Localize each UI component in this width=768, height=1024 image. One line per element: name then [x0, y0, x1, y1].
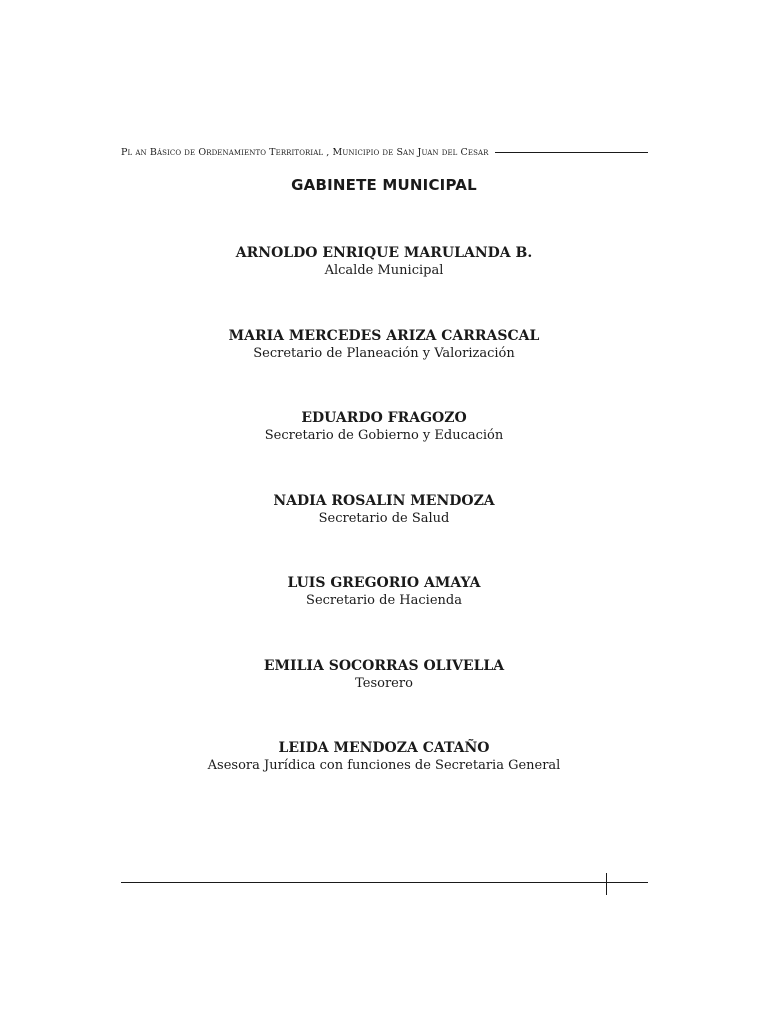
member-name: MARIA MERCEDES ARIZA CARRASCAL: [228, 328, 540, 344]
member-role: Tesorero: [355, 676, 413, 691]
member-role: Secretario de Planeación y Valorización: [253, 346, 515, 361]
member-name: EMILIA SOCORRAS OLIVELLA: [263, 658, 505, 674]
cabinet-member: [0, 327, 768, 363]
member-name: LUIS GREGORIO AMAYA: [287, 575, 481, 591]
cabinet-member: [0, 657, 768, 693]
cabinet-member: [0, 739, 768, 775]
cabinet-member: [0, 409, 768, 445]
header-text: Pl an Básico de Ordenamiento Territorial , Municipio de San Juan del Cesar: [121, 146, 489, 158]
cabinet-member: [0, 574, 768, 610]
cabinet-member: [0, 244, 768, 280]
header-rule: [495, 152, 648, 153]
member-role: Secretario de Gobierno y Educación: [264, 428, 504, 443]
cabinet-member: [0, 492, 768, 528]
member-role: Secretario de Hacienda: [306, 593, 462, 608]
member-role: Alcalde Municipal: [324, 263, 444, 278]
page-title: GABINETE MUNICIPAL: [291, 176, 477, 194]
footer-rule: [121, 882, 648, 883]
member-name: ARNOLDO ENRIQUE MARULANDA B.: [235, 245, 533, 261]
member-role: Asesora Jurídica con funciones de Secretaria General: [207, 758, 561, 773]
member-name: EDUARDO FRAGOZO: [301, 410, 467, 426]
member-name: LEIDA MENDOZA CATAÑO: [278, 740, 490, 756]
member-role: Secretario de Salud: [318, 511, 450, 526]
member-name: NADIA ROSALIN MENDOZA: [273, 493, 495, 509]
footer-tick-mark: [606, 873, 607, 895]
running-header: [121, 144, 648, 160]
